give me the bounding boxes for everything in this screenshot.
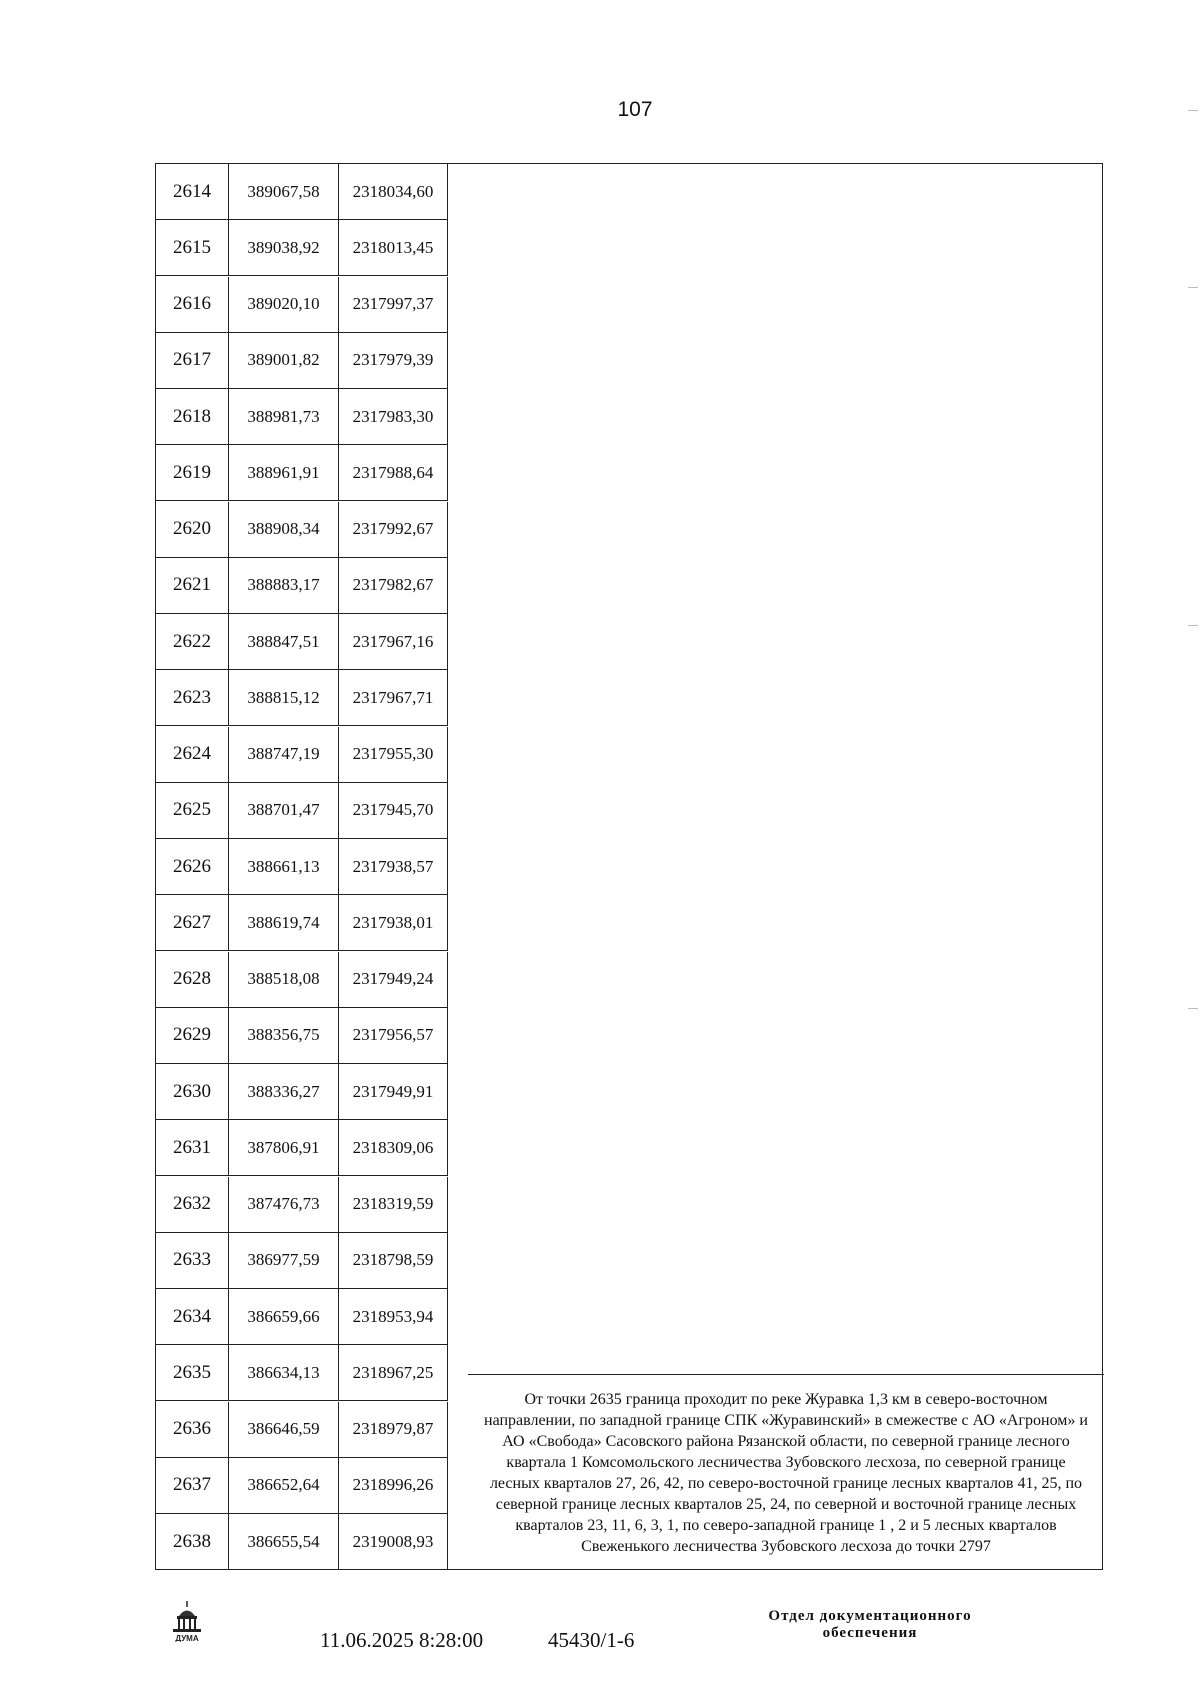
table-row <box>156 333 448 389</box>
x-coordinate-cell: 388961,91 <box>229 445 339 500</box>
x-coordinate-cell: 386652,64 <box>229 1458 339 1513</box>
margin-mark <box>1188 1008 1198 1009</box>
x-coordinate-cell: 389001,82 <box>229 333 339 388</box>
duma-logo-icon <box>168 1600 206 1642</box>
table-row <box>156 1514 448 1570</box>
point-number-cell: 2621 <box>156 558 229 613</box>
y-coordinate-cell: 2317967,71 <box>339 670 448 725</box>
y-coordinate-cell: 2318979,87 <box>339 1402 448 1457</box>
margin-mark <box>1188 110 1198 111</box>
page-number: 107 <box>617 98 653 121</box>
y-coordinate-cell: 2317945,70 <box>339 783 448 838</box>
x-coordinate-cell: 388619,74 <box>229 895 339 950</box>
x-coordinate-cell: 388701,47 <box>229 783 339 838</box>
table-row <box>156 839 448 895</box>
point-number-cell: 2620 <box>156 502 229 557</box>
table-row <box>156 1177 448 1233</box>
x-coordinate-cell: 388336,27 <box>229 1064 339 1119</box>
point-number-cell: 2615 <box>156 220 229 275</box>
point-number-cell: 2631 <box>156 1120 229 1175</box>
y-coordinate-cell: 2317983,30 <box>339 389 448 444</box>
point-number-cell: 2616 <box>156 277 229 332</box>
table-row <box>156 895 448 951</box>
point-number-cell: 2627 <box>156 895 229 950</box>
y-coordinate-cell: 2318319,59 <box>339 1177 448 1232</box>
y-coordinate-cell: 2317988,64 <box>339 445 448 500</box>
point-number-cell: 2617 <box>156 333 229 388</box>
point-number-cell: 2638 <box>156 1514 229 1570</box>
y-coordinate-cell: 2318034,60 <box>339 164 448 219</box>
x-coordinate-cell: 388356,75 <box>229 1008 339 1063</box>
table-row <box>156 558 448 614</box>
table-row <box>156 1120 448 1176</box>
y-coordinate-cell: 2318013,45 <box>339 220 448 275</box>
table-row <box>156 220 448 276</box>
y-coordinate-cell: 2317955,30 <box>339 727 448 782</box>
y-coordinate-cell: 2318967,25 <box>339 1345 448 1400</box>
coordinates-table <box>155 163 1103 1570</box>
table-row <box>156 1289 448 1345</box>
table-row <box>156 1402 448 1458</box>
table-row <box>156 445 448 501</box>
point-number-cell: 2634 <box>156 1289 229 1344</box>
point-number-cell: 2619 <box>156 445 229 500</box>
table-row <box>156 783 448 839</box>
boundary-description: От точки 2635 граница проходит по реке Журавка 1,3 км в северо-восточном направлении, по западной границе СПК «Журавинский» в смежестве с АО «Агроном» и АО «Свобода» Сасовского района Рязанской области, по северной границе лесного квартала 1 Комсомольского лесничества Зубовского лесхоза, по северной границе лесных кварталов 27, 26, 42, по северо-восточной границе лесных кварталов 41, 25, по северной границе лесных кварталов 25, 24, по северной и восточной границе лесных кварталов 23, 11, 6, 3, 1, по северо-западной границе 1 , 2 и 5 лесных кварталов Свеженького лесничества Зубовского лесхоза до точки 2797 <box>468 1374 1104 1571</box>
y-coordinate-cell: 2318309,06 <box>339 1120 448 1175</box>
table-row <box>156 502 448 558</box>
x-coordinate-cell: 388661,13 <box>229 839 339 894</box>
table-row <box>156 1008 448 1064</box>
x-coordinate-cell: 389067,58 <box>229 164 339 219</box>
y-coordinate-cell: 2319008,93 <box>339 1514 448 1570</box>
y-coordinate-cell: 2317982,67 <box>339 558 448 613</box>
point-number-cell: 2628 <box>156 952 229 1007</box>
svg-text:ДУМА: ДУМА <box>175 1634 199 1642</box>
x-coordinate-cell: 388815,12 <box>229 670 339 725</box>
x-coordinate-cell: 388518,08 <box>229 952 339 1007</box>
x-coordinate-cell: 388883,17 <box>229 558 339 613</box>
table-row <box>156 277 448 333</box>
table-row <box>156 1345 448 1401</box>
table-row <box>156 164 448 220</box>
point-number-cell: 2630 <box>156 1064 229 1119</box>
y-coordinate-cell: 2317949,24 <box>339 952 448 1007</box>
x-coordinate-cell: 388908,34 <box>229 502 339 557</box>
x-coordinate-cell: 386977,59 <box>229 1233 339 1288</box>
table-row <box>156 1458 448 1514</box>
footer-dept-line2: обеспечения <box>822 1625 918 1641</box>
point-number-cell: 2632 <box>156 1177 229 1232</box>
table-row <box>156 1064 448 1120</box>
x-coordinate-cell: 386646,59 <box>229 1402 339 1457</box>
table-row <box>156 670 448 726</box>
point-number-cell: 2623 <box>156 670 229 725</box>
point-number-cell: 2624 <box>156 727 229 782</box>
point-number-cell: 2637 <box>156 1458 229 1513</box>
y-coordinate-cell: 2317992,67 <box>339 502 448 557</box>
point-number-cell: 2622 <box>156 614 229 669</box>
x-coordinate-cell: 388847,51 <box>229 614 339 669</box>
y-coordinate-cell: 2317956,57 <box>339 1008 448 1063</box>
point-number-cell: 2636 <box>156 1402 229 1457</box>
margin-mark <box>1188 625 1198 626</box>
x-coordinate-cell: 386655,54 <box>229 1514 339 1570</box>
y-coordinate-cell: 2317949,91 <box>339 1064 448 1119</box>
footer-dept-line1: Отдел документационного <box>768 1608 972 1624</box>
y-coordinate-cell: 2317997,37 <box>339 277 448 332</box>
point-number-cell: 2626 <box>156 839 229 894</box>
table-row <box>156 389 448 445</box>
x-coordinate-cell: 387476,73 <box>229 1177 339 1232</box>
table-row <box>156 727 448 783</box>
y-coordinate-cell: 2317967,16 <box>339 614 448 669</box>
point-number-cell: 2635 <box>156 1345 229 1400</box>
x-coordinate-cell: 386634,13 <box>229 1345 339 1400</box>
point-number-cell: 2633 <box>156 1233 229 1288</box>
point-number-cell: 2618 <box>156 389 229 444</box>
footer-department-stamp <box>700 1608 1040 1642</box>
point-number-cell: 2614 <box>156 164 229 219</box>
x-coordinate-cell: 389020,10 <box>229 277 339 332</box>
y-coordinate-cell: 2317979,39 <box>339 333 448 388</box>
y-coordinate-cell: 2317938,57 <box>339 839 448 894</box>
x-coordinate-cell: 387806,91 <box>229 1120 339 1175</box>
table-row <box>156 614 448 670</box>
point-number-cell: 2625 <box>156 783 229 838</box>
footer-date: 11.06.2025 8:28:00 <box>320 1628 484 1652</box>
x-coordinate-cell: 389038,92 <box>229 220 339 275</box>
x-coordinate-cell: 388747,19 <box>229 727 339 782</box>
table-row <box>156 1233 448 1289</box>
y-coordinate-cell: 2317938,01 <box>339 895 448 950</box>
table-row <box>156 952 448 1008</box>
y-coordinate-cell: 2318953,94 <box>339 1289 448 1344</box>
margin-mark <box>1188 287 1198 288</box>
footer-doc-number: 45430/1-6 <box>548 1628 635 1652</box>
y-coordinate-cell: 2318798,59 <box>339 1233 448 1288</box>
point-number-cell: 2629 <box>156 1008 229 1063</box>
x-coordinate-cell: 386659,66 <box>229 1289 339 1344</box>
y-coordinate-cell: 2318996,26 <box>339 1458 448 1513</box>
x-coordinate-cell: 388981,73 <box>229 389 339 444</box>
